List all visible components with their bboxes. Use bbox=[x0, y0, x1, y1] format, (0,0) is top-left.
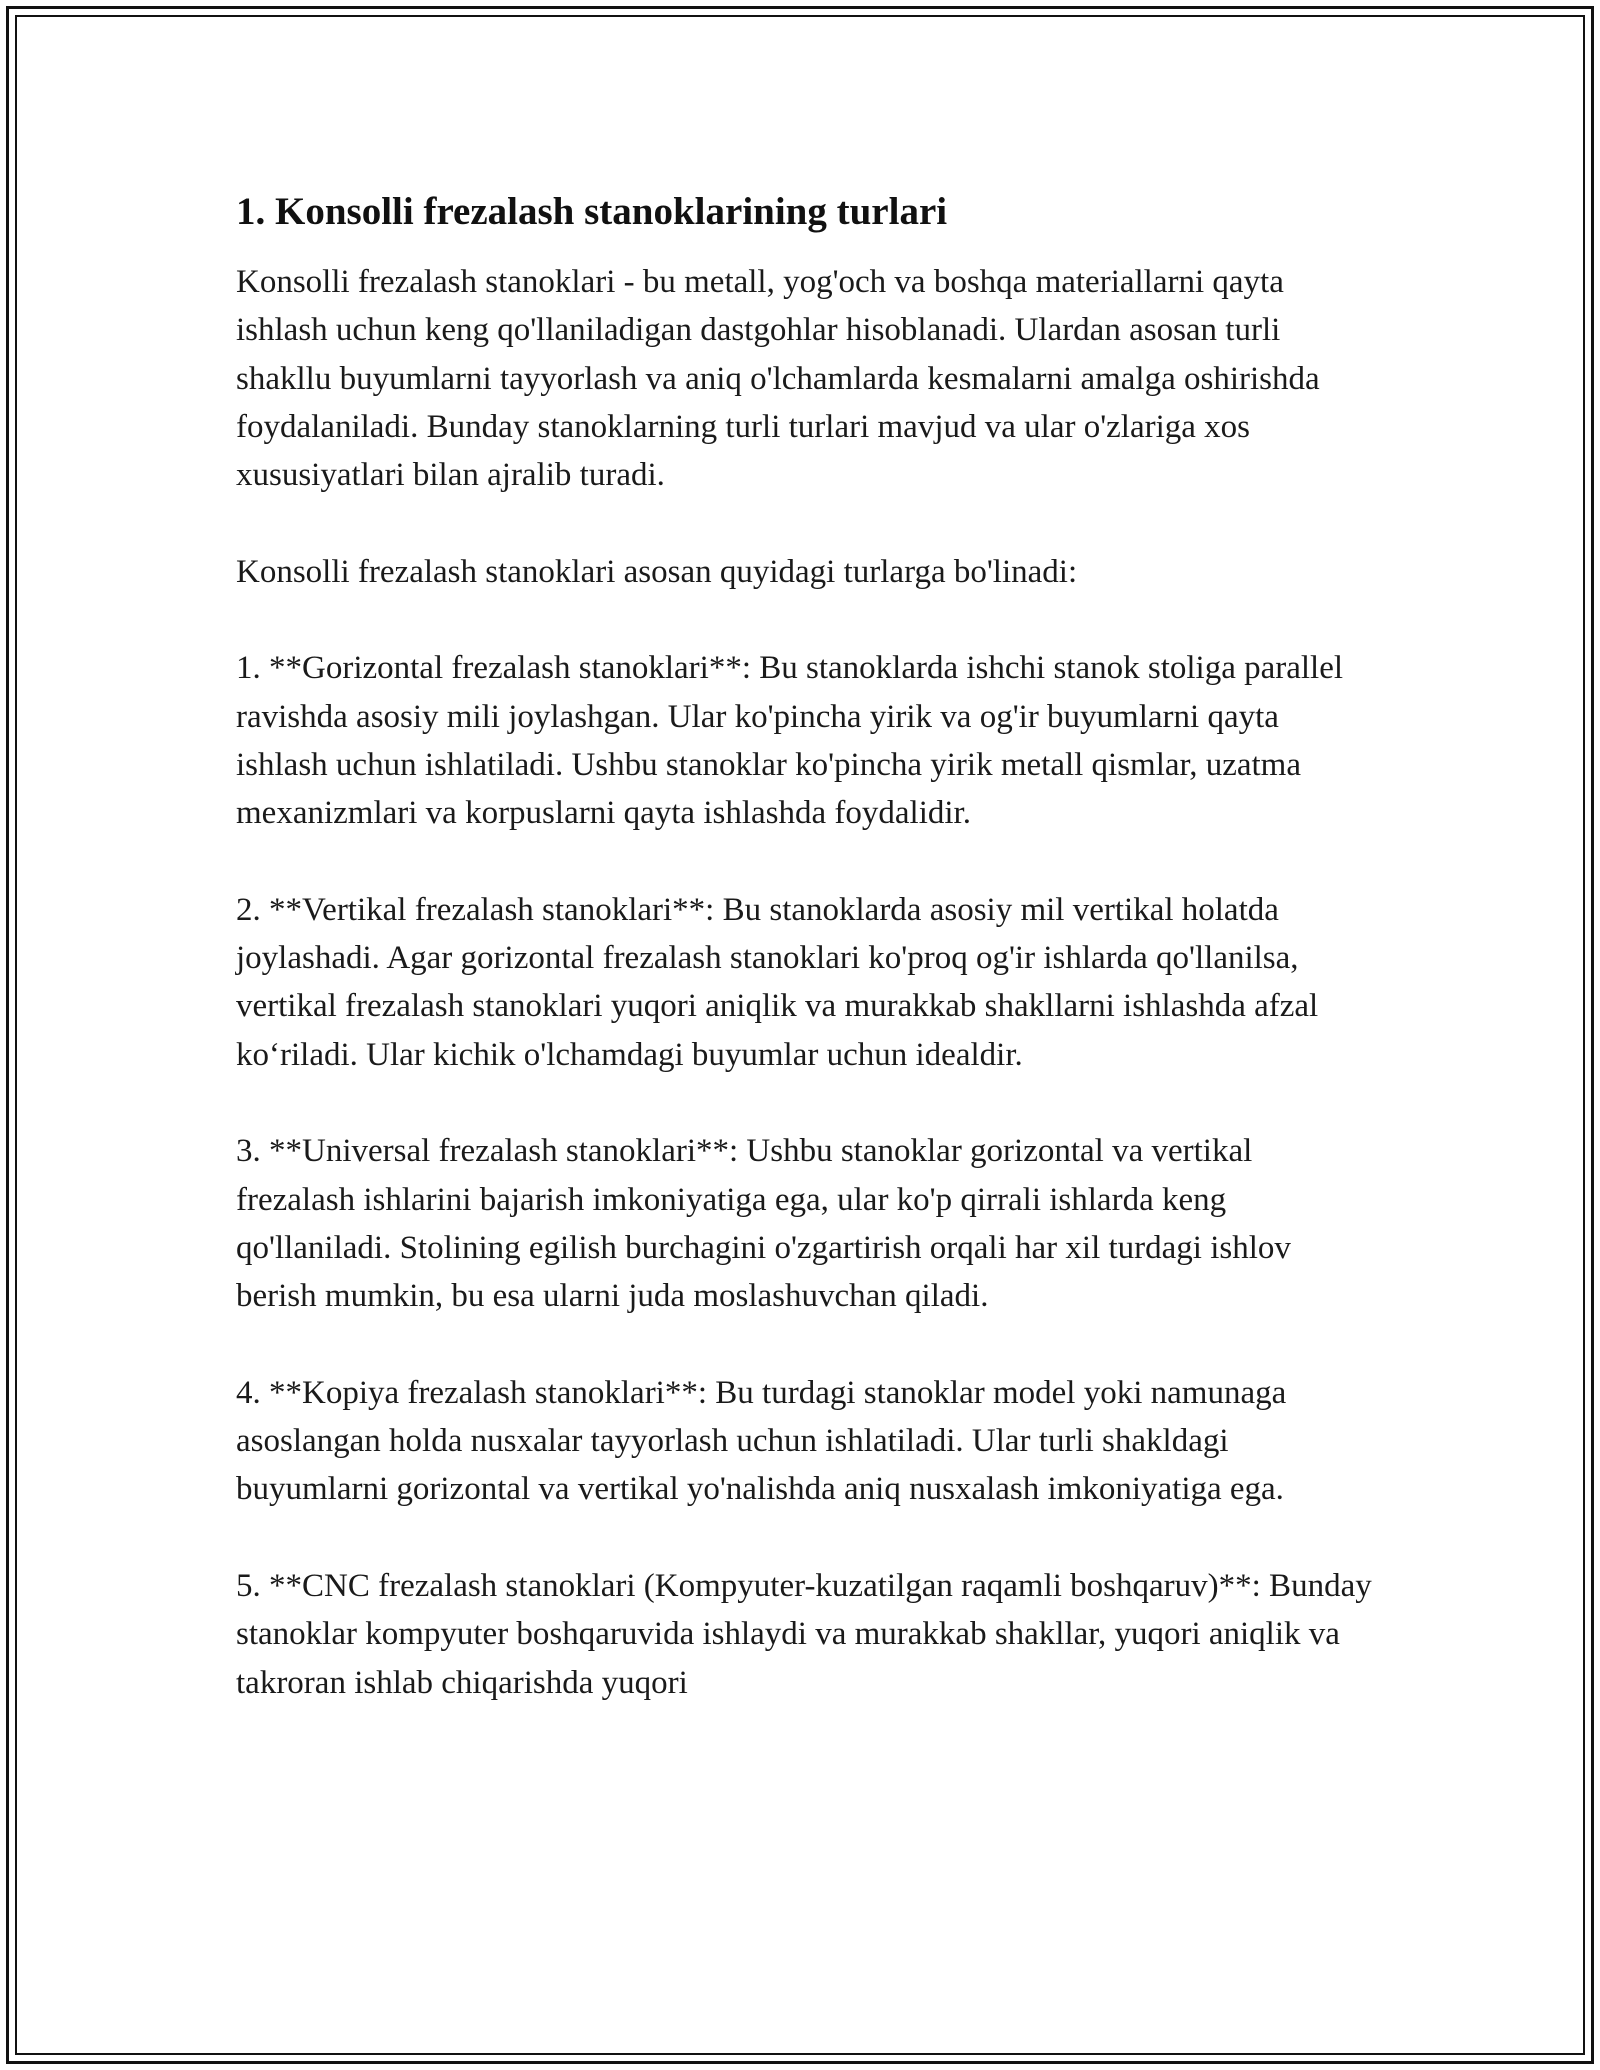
list-item-universal: 3. **Universal frezalash stanoklari**: Ushbu stanoklar gorizontal va vertikal frezalash ishlarini bajarish imkoniyatiga ega, ular ko'p qirrali ishlarda keng qo'llaniladi. Stolining egilish burchagini o'zgartirish orqali har xil turdagi ishlov berish mumkin, bu esa ularni juda moslashuvchan qiladi. bbox=[236, 1133, 1291, 1315]
list-item-vertical: 2. **Vertikal frezalash stanoklari**: Bu stanoklarda asosiy mil vertikal holatda joylashadi. Agar gorizontal frezalash stanoklari ko'proq og'ir ishlarda qo'llanilsa, vertikal frezalash stanoklari yuqori aniqlik va murakkab shakllarni ishlashda afzal ko‘riladi. Ular kichik o'lchamdagi buyumlar uchun idealdir. bbox=[236, 891, 1319, 1073]
list-item-cnc: 5. **CNC frezalash stanoklari (Kompyuter-kuzatilgan raqamli boshqaruv)**: Bunday stanoklar kompyuter boshqaruvida ishlaydi va murakkab shakllar, yuqori aniqlik va takroran ishlab chiqarishda yuqori bbox=[236, 1568, 1372, 1701]
document-body bbox=[236, 184, 1376, 1707]
intro-paragraph: Konsolli frezalash stanoklari - bu metall, yog'och va boshqa materiallarni qayta ishlash uchun keng qo'llaniladigan dastgohlar hisoblanadi. Ulardan asosan turli shakllu buyumlarni tayyorlash va aniq o'lchamlarda kesmalarni amalga oshirishda foydalaniladi. Bunday stanoklarning turli turlari mavjud va ular o'zlariga xos xususiyatlari bilan ajralib turadi. bbox=[236, 264, 1320, 494]
section-heading: 1. Konsolli frezalash stanoklarining turlari bbox=[236, 190, 948, 233]
list-item-horizontal: 1. **Gorizontal frezalash stanoklari**: Bu stanoklarda ishchi stanok stoliga parallel ravishda asosiy mili joylashgan. Ular ko'pincha yirik va og'ir buyumlarni qayta ishlash uchun ishlatiladi. Ushbu stanoklar ko'pincha yirik metall qismlar, uzatma mexanizmlari va korpuslarni qayta ishlashda foydalidir. bbox=[236, 650, 1344, 832]
list-item-copy: 4. **Kopiya frezalash stanoklari**: Bu turdagi stanoklar model yoki namunaga asoslangan holda nusxalar tayyorlash uchun ishlatiladi. Ular turli shakldagi buyumlarni gorizontal va vertikal yo'nalishda aniq nusxalash imkoniyatiga ega. bbox=[236, 1374, 1287, 1508]
types-intro-paragraph: Konsolli frezalash stanoklari asosan quyidagi turlarga bo'linadi: bbox=[236, 553, 1078, 590]
